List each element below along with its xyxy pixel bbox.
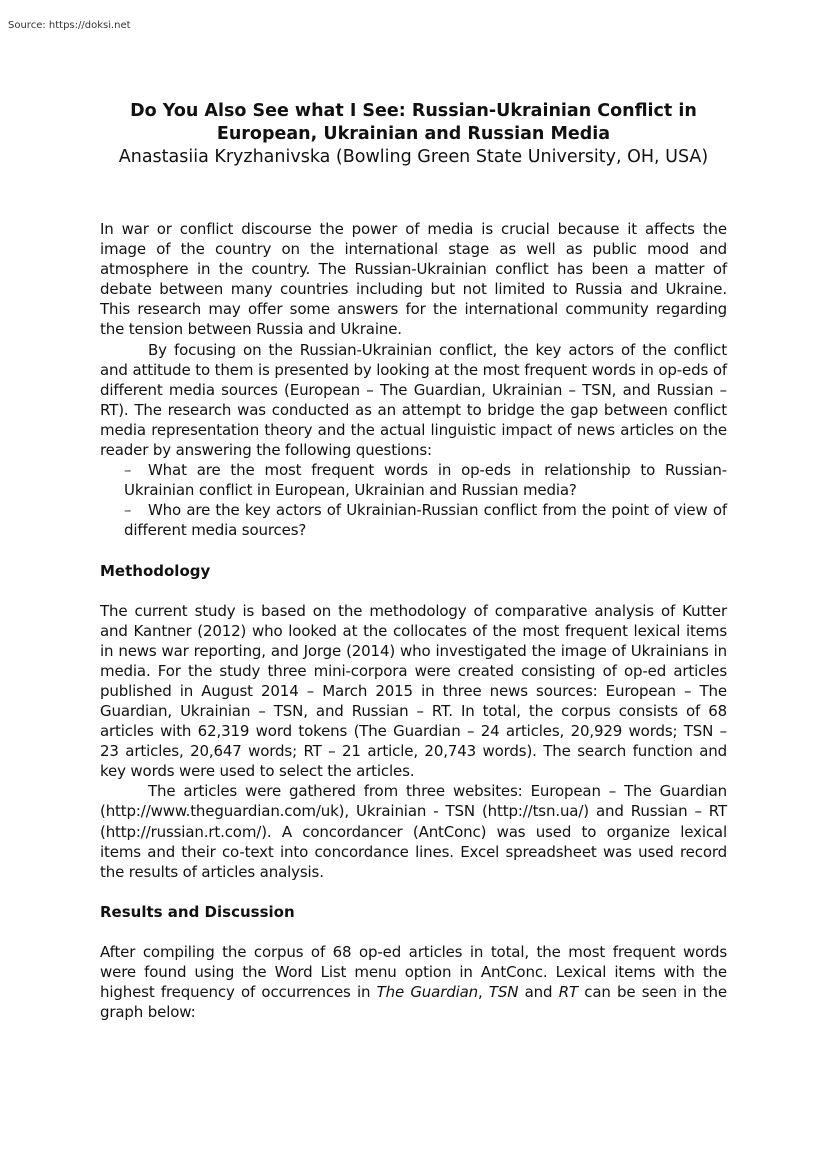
list-item (124, 460, 727, 500)
intro-paragraph-1: In war or conflict discourse the power of media is crucial because it affects the image of the country on the international stage as well as public mood and atmosphere in the country. The Russian-Ukrainian conflict has been a matter of debate between many countries including but not limited to Russia and Ukraine. This research may offer some answers for the international community regarding the tension between Russia and Ukraine. (100, 220, 727, 339)
results-text-part-1: After compiling the corpus of 68 op-ed articles in total, the most frequent words were found using the Word List menu option in AntConc. Lexical items with the highest frequency of occurrences in (100, 942, 727, 1001)
section-heading-results: Results and Discussion (100, 902, 295, 921)
section-heading-methodology: Methodology (100, 561, 211, 580)
source-note: Source: https://doksi.net (8, 20, 131, 31)
list-item (124, 500, 727, 540)
results-paragraph-1 (100, 942, 727, 1022)
intro-paragraph-2: By focusing on the Russian-Ukrainian conflict, the key actors of the conflict and attitude to them is presented by looking at the most frequent words in op-eds of different media sources (European – The Guardian, Ukrainian – TSN, and Russian – RT). The research was conducted as an attempt to bridge the gap between conflict media representation theory and the actual linguistic impact of news articles on the reader by answering the following questions: (100, 340, 727, 460)
title-line-1: Do You Also See what I See: Russian-Ukrainian Conflict in (130, 101, 697, 121)
research-questions-list (100, 460, 727, 540)
title-line-2: European, Ukrainian and Russian Media (216, 124, 611, 144)
source-name-rt: RT (558, 983, 578, 1001)
author-line: Anastasiia Kryzhanivska (Bowling Green State University, OH, USA) (118, 147, 709, 167)
dash-bullet-icon: – (124, 461, 132, 480)
paper-page (100, 100, 727, 1022)
dash-bullet-icon: – (124, 501, 132, 520)
source-name-guardian: The Guardian (376, 983, 479, 1001)
paper-title (100, 100, 727, 146)
results-separator-1: , (478, 983, 489, 1001)
methodology-paragraph-1: The current study is based on the methodology of comparative analysis of Kutter and Kantner (2012) who looked at the collocates of the most frequent lexical items in news war reporting, and Jorge (2014) who investigated the image of Ukrainians in media. For the study three mini-corpora were created consisting of op-ed articles published in August 2014 – March 2015 in three news sources: European – The Guardian, Ukrainian – TSN, and Russian – RT. In total, the corpus consists of 68 articles with 62,319 word tokens (The Guardian – 24 articles, 20,929 words; TSN – 23 articles, 20,647 words; RT – 21 article, 20,743 words). The search function and key words were used to select the articles. (100, 601, 727, 781)
question-text: What are the most frequent words in op-eds in relationship to Russian-Ukrainian conflict in European, Ukrainian and Russian media? (124, 461, 727, 500)
source-name-tsn: TSN (488, 983, 519, 1001)
question-text: Who are the key actors of Ukrainian-Russian conflict from the point of view of different media sources? (124, 501, 727, 540)
results-text-part-2: can be seen in the graph below: (100, 983, 727, 1022)
methodology-paragraph-2: The articles were gathered from three websites: European – The Guardian (http://www.theguardian.com/uk), Ukrainian - TSN (http://tsn.ua/) and Russian – RT (http://russian.rt.com/). A concordancer (AntConc) was used to organize lexical items and their co-text into concordance lines. Excel spreadsheet was used record the results of articles analysis. (100, 782, 727, 881)
results-separator-2: and (518, 983, 559, 1001)
